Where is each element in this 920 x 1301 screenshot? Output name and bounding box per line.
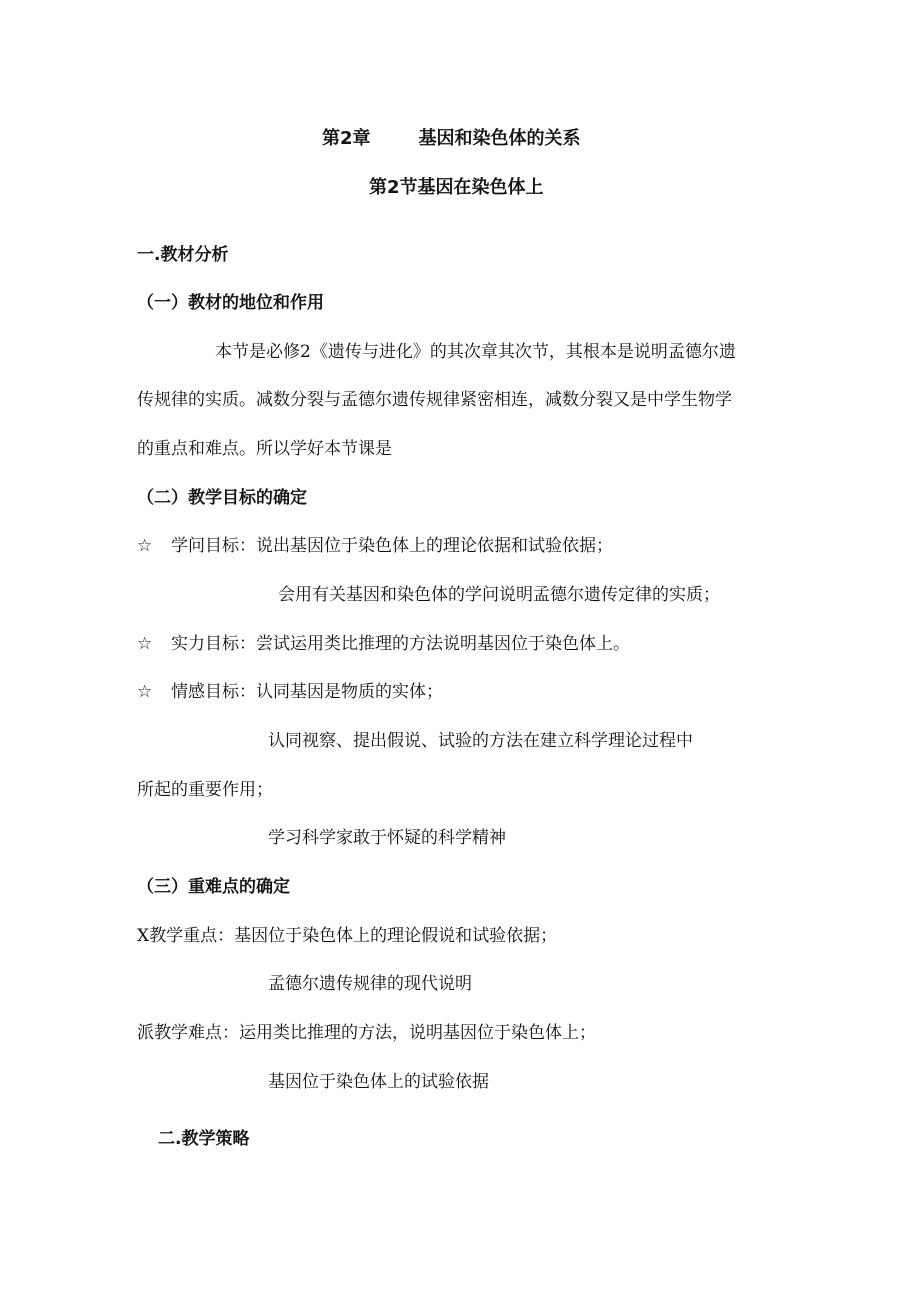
emotion-goal-3: 学习科学家敢于怀疑的科学精神 <box>268 828 506 848</box>
knowledge-goal-label: 学问目标： <box>171 536 256 556</box>
sub2-heading: （二）教学目标的确定 <box>137 488 307 508</box>
section-title: 第2节基因在染色体上 <box>369 177 544 198</box>
part1-heading: 一.教材分析 <box>137 245 229 265</box>
ability-goal-1: 尝试运用类比推理的方法说明基因位于染色体上。 <box>256 634 630 654</box>
ability-goal-label: 实力目标： <box>171 634 256 654</box>
chapter-name: 基因和染色体的关系 <box>418 128 581 149</box>
part2-heading: 二.教学策略 <box>158 1129 250 1149</box>
emotion-goal-line <box>137 680 443 704</box>
chapter-title <box>322 127 581 151</box>
para-line-1: 本节是必修2《遗传与进化》的其次章其次节，其根本是说明孟德尔遗 <box>215 342 736 362</box>
key-point-line: X教学重点：基因位于染色体上的理论假说和试验依据； <box>137 926 558 946</box>
knowledge-goal-line <box>137 534 613 558</box>
knowledge-goal-1: 说出基因位于染色体上的理论依据和试验依据； <box>256 536 613 556</box>
difficulty-2: 基因位于染色体上的试验依据 <box>268 1072 489 1092</box>
star-icon: ☆ <box>137 634 153 654</box>
para-line-3: 的重点和难点。所以学好本节课是 <box>137 439 392 459</box>
emotion-goal-2a: 认同视察、提出假说、试验的方法在建立科学理论过程中 <box>268 731 693 751</box>
para-line-2: 传规律的实质。减数分裂与孟德尔遗传规律紧密相连，减数分裂又是中学生物学 <box>137 390 732 410</box>
difficulty-line: 派教学难点：运用类比推理的方法，说明基因位于染色体上； <box>137 1023 596 1043</box>
emotion-goal-2b: 所起的重要作用； <box>137 780 273 800</box>
sub3-heading: （三）重难点的确定 <box>137 877 290 897</box>
chapter-number: 第2章 <box>322 128 371 149</box>
ability-goal-line <box>137 632 630 656</box>
sub1-heading: （一）教材的地位和作用 <box>137 293 324 313</box>
star-icon: ☆ <box>137 536 153 556</box>
key-point-2: 孟德尔遗传规律的现代说明 <box>268 974 472 994</box>
knowledge-goal-2: 会用有关基因和染色体的学问说明孟德尔遗传定律的实质； <box>278 585 720 605</box>
star-icon: ☆ <box>137 682 153 702</box>
emotion-goal-label: 情感目标： <box>171 682 256 702</box>
emotion-goal-1: 认同基因是物质的实体； <box>256 682 443 702</box>
